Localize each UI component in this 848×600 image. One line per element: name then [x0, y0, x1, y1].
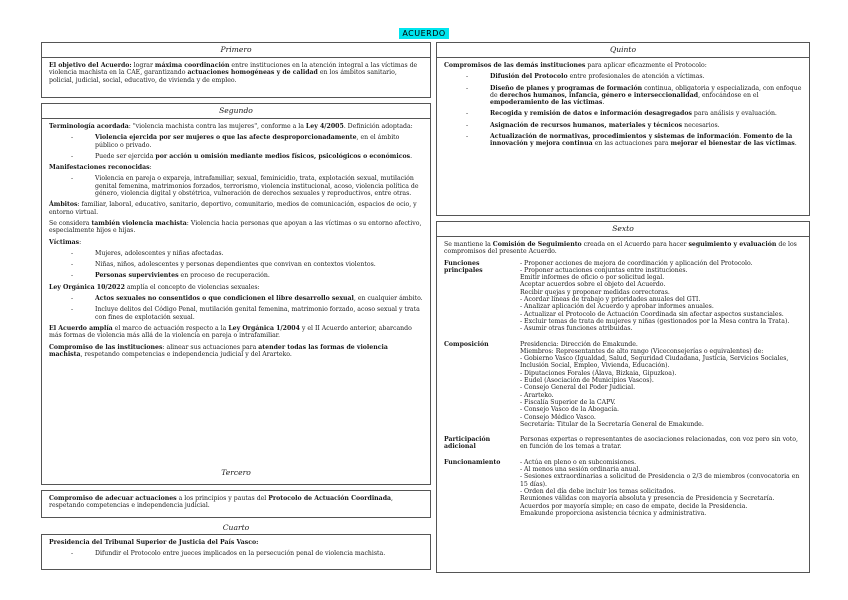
- section-heading: Quinto: [437, 43, 809, 58]
- list-item: - Mujeres, adolescentes y niñas afectadas.: [49, 250, 423, 257]
- ambitos-text: Ámbitos: familiar, laboral, educativo, sanitario, deportivo, comunitario, medios de comunicación, espacios de ocio, y entorno virtual.: [49, 201, 417, 216]
- section-heading: Segundo: [42, 104, 430, 119]
- law-list: [49, 295, 423, 321]
- list-item: - Niñas, niños, adolescentes y personas dependientes que convivan en contextos violentos.: [49, 261, 423, 268]
- list-item: - Incluye delitos del Código Penal, mutilación genital femenina, matrimonio forzado, acoso sexual y trata con fines de explotación sexual.: [49, 306, 423, 321]
- list-item: - Violencia ejercida por ser mujeres o que las afecte desproporcionadamente, en el ámbito público o privado.: [49, 134, 423, 149]
- row-label: Funcionamiento: [444, 458, 501, 466]
- cuarto-heading: Cuarto: [222, 523, 250, 532]
- definition-list: [49, 134, 423, 160]
- row-value: - Proponer acciones de mejora de coordinación y aplicación del Protocolo. - Proponer actuaciones conjuntas entre instituciones. Emitir informes de oficio o por solicitud legal. Aceptar acuerdos sobre el objeto del Acuerdo. Recibir quejas y proponer medidas correctoras. - Acordar líneas de trabajo y prioridades anuales del GTI. - Analizar aplicación del Acuerdo y aprobar informes anuales. - Actualizar el Protocolo de Actuación Coordinada sin afectar aspectos sustanciales. - Excluir temas de trata de mujeres y niñas (gestionados por la Mesa contra la Trata). - Asumir otras funciones atribuidas.: [520, 259, 790, 333]
- victims-list: [49, 250, 423, 280]
- terminology-text: Terminología acordada: "violencia machista contra las mujeres", conforme a la Ley 4/2005. Definición adoptada:: [49, 123, 413, 130]
- list-item: - Actos sexuales no consentidos o que condicionen el libre desarrollo sexual, en cualquier ámbito.: [49, 295, 423, 302]
- row-value: Presidencia: Dirección de Emakunde. Miembros: Representantes de alto rango (Viceconsejerías o equivalentes) de: - Gobierno Vasco (Igualdad, Salud, Seguridad Ciudadana, Justicia, Servicios Sociales, Inclusión Social, Empleo, Vivienda, Educación). - Diputaciones Forales (Álava, Bizkaia, Gipuzkoa). - Eudel (Asociación de Municipios Vascos). - Consejo General del Poder Judicial. - Ararteko. - Fiscalía Superior de la CAPV. - Consejo Vasco de la Abogacía. - Consejo Médico Vasco. Secretaría: Titular de la Secretaría General de Emakunde.: [520, 340, 789, 428]
- list-item: - Diseño de planes y programas de formación continua, obligatoria y especializada, con enfoque de derechos humanos, infancia, género e interseccionalidad, enfocándose en el empoderamiento de las víctimas.: [444, 85, 802, 107]
- commitments-list: [444, 73, 802, 147]
- objective-text: El objetivo del Acuerdo: lograr máxima coordinación entre instituciones en la atención integral a las víctimas de violencia machista en la CAE, garantizando actuaciones homogéneas y de calidad en los ámbitos sanitario, policial, judicial, social, educativo, de vivienda y de empleo.: [49, 62, 418, 84]
- tercero-heading: Tercero: [221, 468, 251, 477]
- tercero-text: Compromiso de adecuar actuaciones a los principios y pautas del Protocolo de Actuación Coordinada, respetando competencias e independencia judicial.: [49, 495, 393, 510]
- list-item: - Difusión del Protocolo entre profesionales de atención a víctimas.: [444, 73, 802, 80]
- list-item: - Actualización de normativas, procedimientos y sistemas de información. Fomento de la innovación y mejora continua en las actuaciones para mejorar el bienestar de las víctimas.: [444, 133, 802, 148]
- document-title: ACUERDO: [399, 28, 448, 39]
- manifestations-label: Manifestaciones reconocidas:: [49, 164, 152, 172]
- list-item: - Puede ser ejercida por acción u omisión mediante medios físicos, psicológicos o económicos.: [49, 153, 423, 160]
- section-quinto: [436, 42, 810, 216]
- section-heading: Sexto: [437, 222, 809, 237]
- law-text: Ley Orgánica 10/2022 amplía el concepto de violencias sexuales:: [49, 283, 260, 291]
- row-value: Personas expertas o representantes de asociaciones relacionadas, con voz pero sin voto, en función de los temas a tratar.: [520, 436, 798, 451]
- list-item: - Recogida y remisión de datos e información desagregados para análisis y evaluación.: [444, 110, 802, 117]
- also-violence-text: Se considera también violencia machista: Violencia hacia personas que apoyan a las víctimas o su entorno afectivo, especialmente hijos e hijas.: [49, 219, 422, 235]
- row-label: Participación adicional: [444, 436, 491, 451]
- victims-label: Víctimas:: [49, 238, 82, 246]
- list-item: - Difundir el Protocolo entre jueces implicados en la persecución penal de violencia machista.: [49, 550, 423, 557]
- row-value: - Actúa en pleno o en subcomisiones. - Al menos una sesión ordinaria anual. - Sesiones extraordinarias a solicitud de Presidencia o 2/3 de miembros (convocatoria en 15 días). - Orden del día debe incluir los temas solicitados. Reuniones válidas con mayoría absoluta y presencia de Presidencia y Secretaría. Acuerdos por mayoría simple; en caso de empate, decide la Presidencia. Emakunde proporciona asistencia técnica y administrativa.: [520, 458, 800, 517]
- section-primero: [41, 42, 431, 98]
- section-heading: Primero: [42, 43, 430, 58]
- commitment-text: Compromiso de las instituciones: alinear sus actuaciones para atender todas las formas de violencia machista, respetando competencias e independencia judicial y del Ararteko.: [49, 343, 388, 358]
- section-tercero: [41, 490, 431, 518]
- row-label: Composición: [444, 340, 489, 348]
- sexto-intro: Se mantiene la Comisión de Seguimiento creada en el Acuerdo para hacer seguimiento y evaluación de los compromisos del presente Acuerdo.: [444, 241, 797, 256]
- list-item: - Asignación de recursos humanos, materiales y técnicos necesarios.: [444, 122, 802, 129]
- cuarto-text: Presidencia del Tribunal Superior de Justicia del País Vasco:: [49, 539, 259, 546]
- section-cuarto: [41, 534, 431, 570]
- list-item: - Violencia en pareja o expareja, intrafamiliar, sexual, feminicidio, trata, explotación sexual, mutilación genital femenina, matrimonios forzados, terrorismo, violencia institucional, acoso, violencia política de género, violencia digital y obstétrica, vulneración de derechos sexuales y reproductivos, entre otras.: [49, 175, 423, 197]
- list-item: - Personas supervivientes en proceso de recuperación.: [49, 272, 423, 279]
- row-label: Funciones principales: [444, 259, 483, 274]
- section-sexto: [436, 221, 810, 573]
- section-segundo: [41, 103, 431, 485]
- commission-grid: [444, 260, 802, 518]
- expansion-text: El Acuerdo amplía el marco de actuación respecto a la Ley Orgánica 1/2004 y el II Acuerdo anterior, abarcando más formas de violencia más allá de la violencia en pareja o intrafamiliar.: [49, 324, 412, 340]
- quinto-intro: Compromisos de las demás instituciones para aplicar eficazmente el Protocolo:: [444, 62, 707, 69]
